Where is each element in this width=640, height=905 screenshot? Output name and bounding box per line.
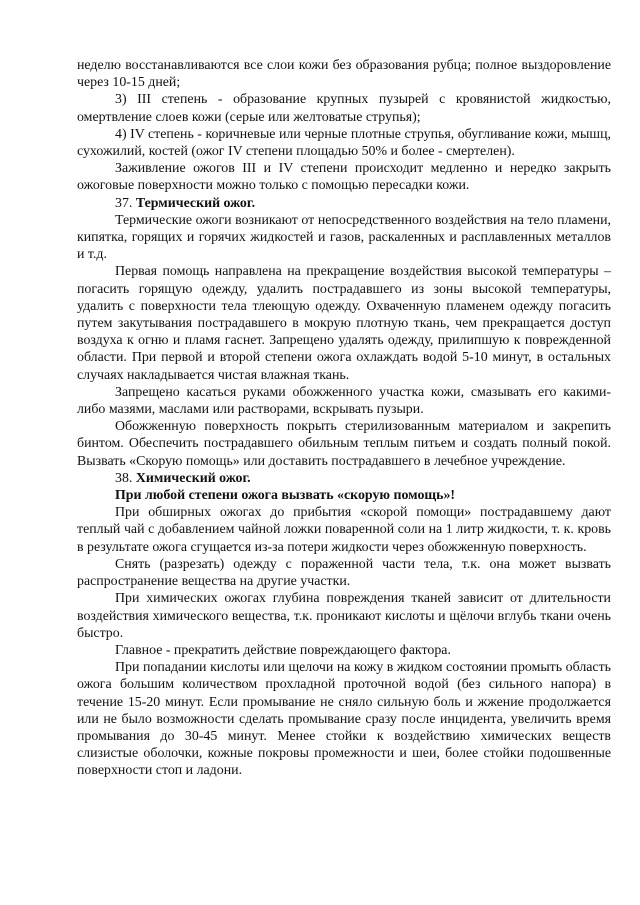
paragraph-degree-3: 3) III степень - образование крупных пузырей с кровянистой жидкостью, омертвление слоев кожи (серые или желтоватые струпья); xyxy=(77,92,611,125)
paragraph-thermal-prohibitions: Запрещено касаться руками обожженного участка кожи, смазывать его какими-либо мазями, маслами или растворами, вскрывать пузыри. xyxy=(77,384,611,418)
paragraph-chemical-clothing: Снять (разрезать) одежду с пораженной части тела, т.к. она может вызвать распространение вещества на другие участки. xyxy=(77,556,611,590)
paragraph-chemical-depth: При химических ожогах глубина повреждения тканей зависит от длительности воздействия химического вещества, т.к. проникают кислоты и щёлочи вглубь ткани очень быстро. xyxy=(77,591,611,641)
paragraph-thermal-first-aid: Первая помощь направлена на прекращение воздействия высокой температуры – погасить горящую одежду, удалить пострадавшего из зоны высокой температуры, удалить с поверхности тела тлеющую одежду. Охваченную пламенем одежду погасить путем закутывания пострадавшего в мокрую плотную ткань, чем прекращается доступ воздуха к огню и пламя гаснет. Запрещено удалять одежду, прилипшую к поврежденной области. При первой и второй степени ожога охлаждать водой 5-10 минут, в остальных случаях накладывается чистая влажная ткань. xyxy=(77,264,611,383)
section-38-number: 38. xyxy=(115,470,133,486)
paragraph-healing-skin-graft: Заживление ожогов III и IV степени происходит медленно и нередко закрыть ожоговые поверхности можно только с помощью пересадки кожи. xyxy=(77,161,611,194)
section-37-number: 37. xyxy=(115,195,133,211)
document-page xyxy=(77,57,611,780)
paragraph-healing-continuation: неделю восстанавливаются все слои кожи без образования рубца; полное выздоровление через 10-15 дней; xyxy=(77,58,611,91)
paragraph-chemical-tea: При обширных ожогах до прибытия «скорой помощи» пострадавшему дают теплый чай с добавлением чайной ложки поваренной соли на 1 литр жидкости, т. к. кровь в результате ожога сгущается из-за потери жидкости через обожженную поверхность. xyxy=(77,505,611,555)
section-38-heading xyxy=(77,470,611,487)
paragraph-thermal-dressing: Обожженную поверхность покрыть стерилизованным материалом и закрепить бинтом. Обеспечить пострадавшего обильным теплым питьем и создать полный покой. Вызвать «Скорую помощь» или доставить пострадавшего в лечебное учреждение. xyxy=(77,419,611,469)
section-38-title: Химический ожог. xyxy=(135,470,251,486)
paragraph-thermal-causes: Термические ожоги возникают от непосредственного воздействия на тело пламени, кипятка, горящих и горячих жидкостей и газов, раскаленных и расплавленных металлов и т.д. xyxy=(77,212,611,263)
paragraph-chemical-rinse: При попадании кислоты или щелочи на кожу в жидком состоянии промыть область ожога большим количеством прохладной проточной водой (без сильного напора) в течение 15-20 минут. Если промывание не сняло сильную боль и жжение продолжается или не было возможности сделать промывание сразу после инцидента, увеличить время промывания до 30-45 минут. Менее стойки к воздействию химических веществ слизистые оболочки, кожные покровы промежности и шеи, более стойки подошвенные поверхности стоп и ладони. xyxy=(77,660,611,779)
section-37-heading xyxy=(77,195,611,212)
paragraph-degree-4: 4) IV степень - коричневые или черные плотные струпья, обугливание кожи, мышц, сухожилий, костей (ожог IV степени площадью 50% и более - смертелен). xyxy=(77,126,611,160)
section-37-title: Термический ожог. xyxy=(135,195,256,211)
emergency-call-warning: При любой степени ожога вызвать «скорую помощь»! xyxy=(115,488,456,504)
paragraph-chemical-main: Главное - прекратить действие повреждающего фактора. xyxy=(115,642,451,658)
